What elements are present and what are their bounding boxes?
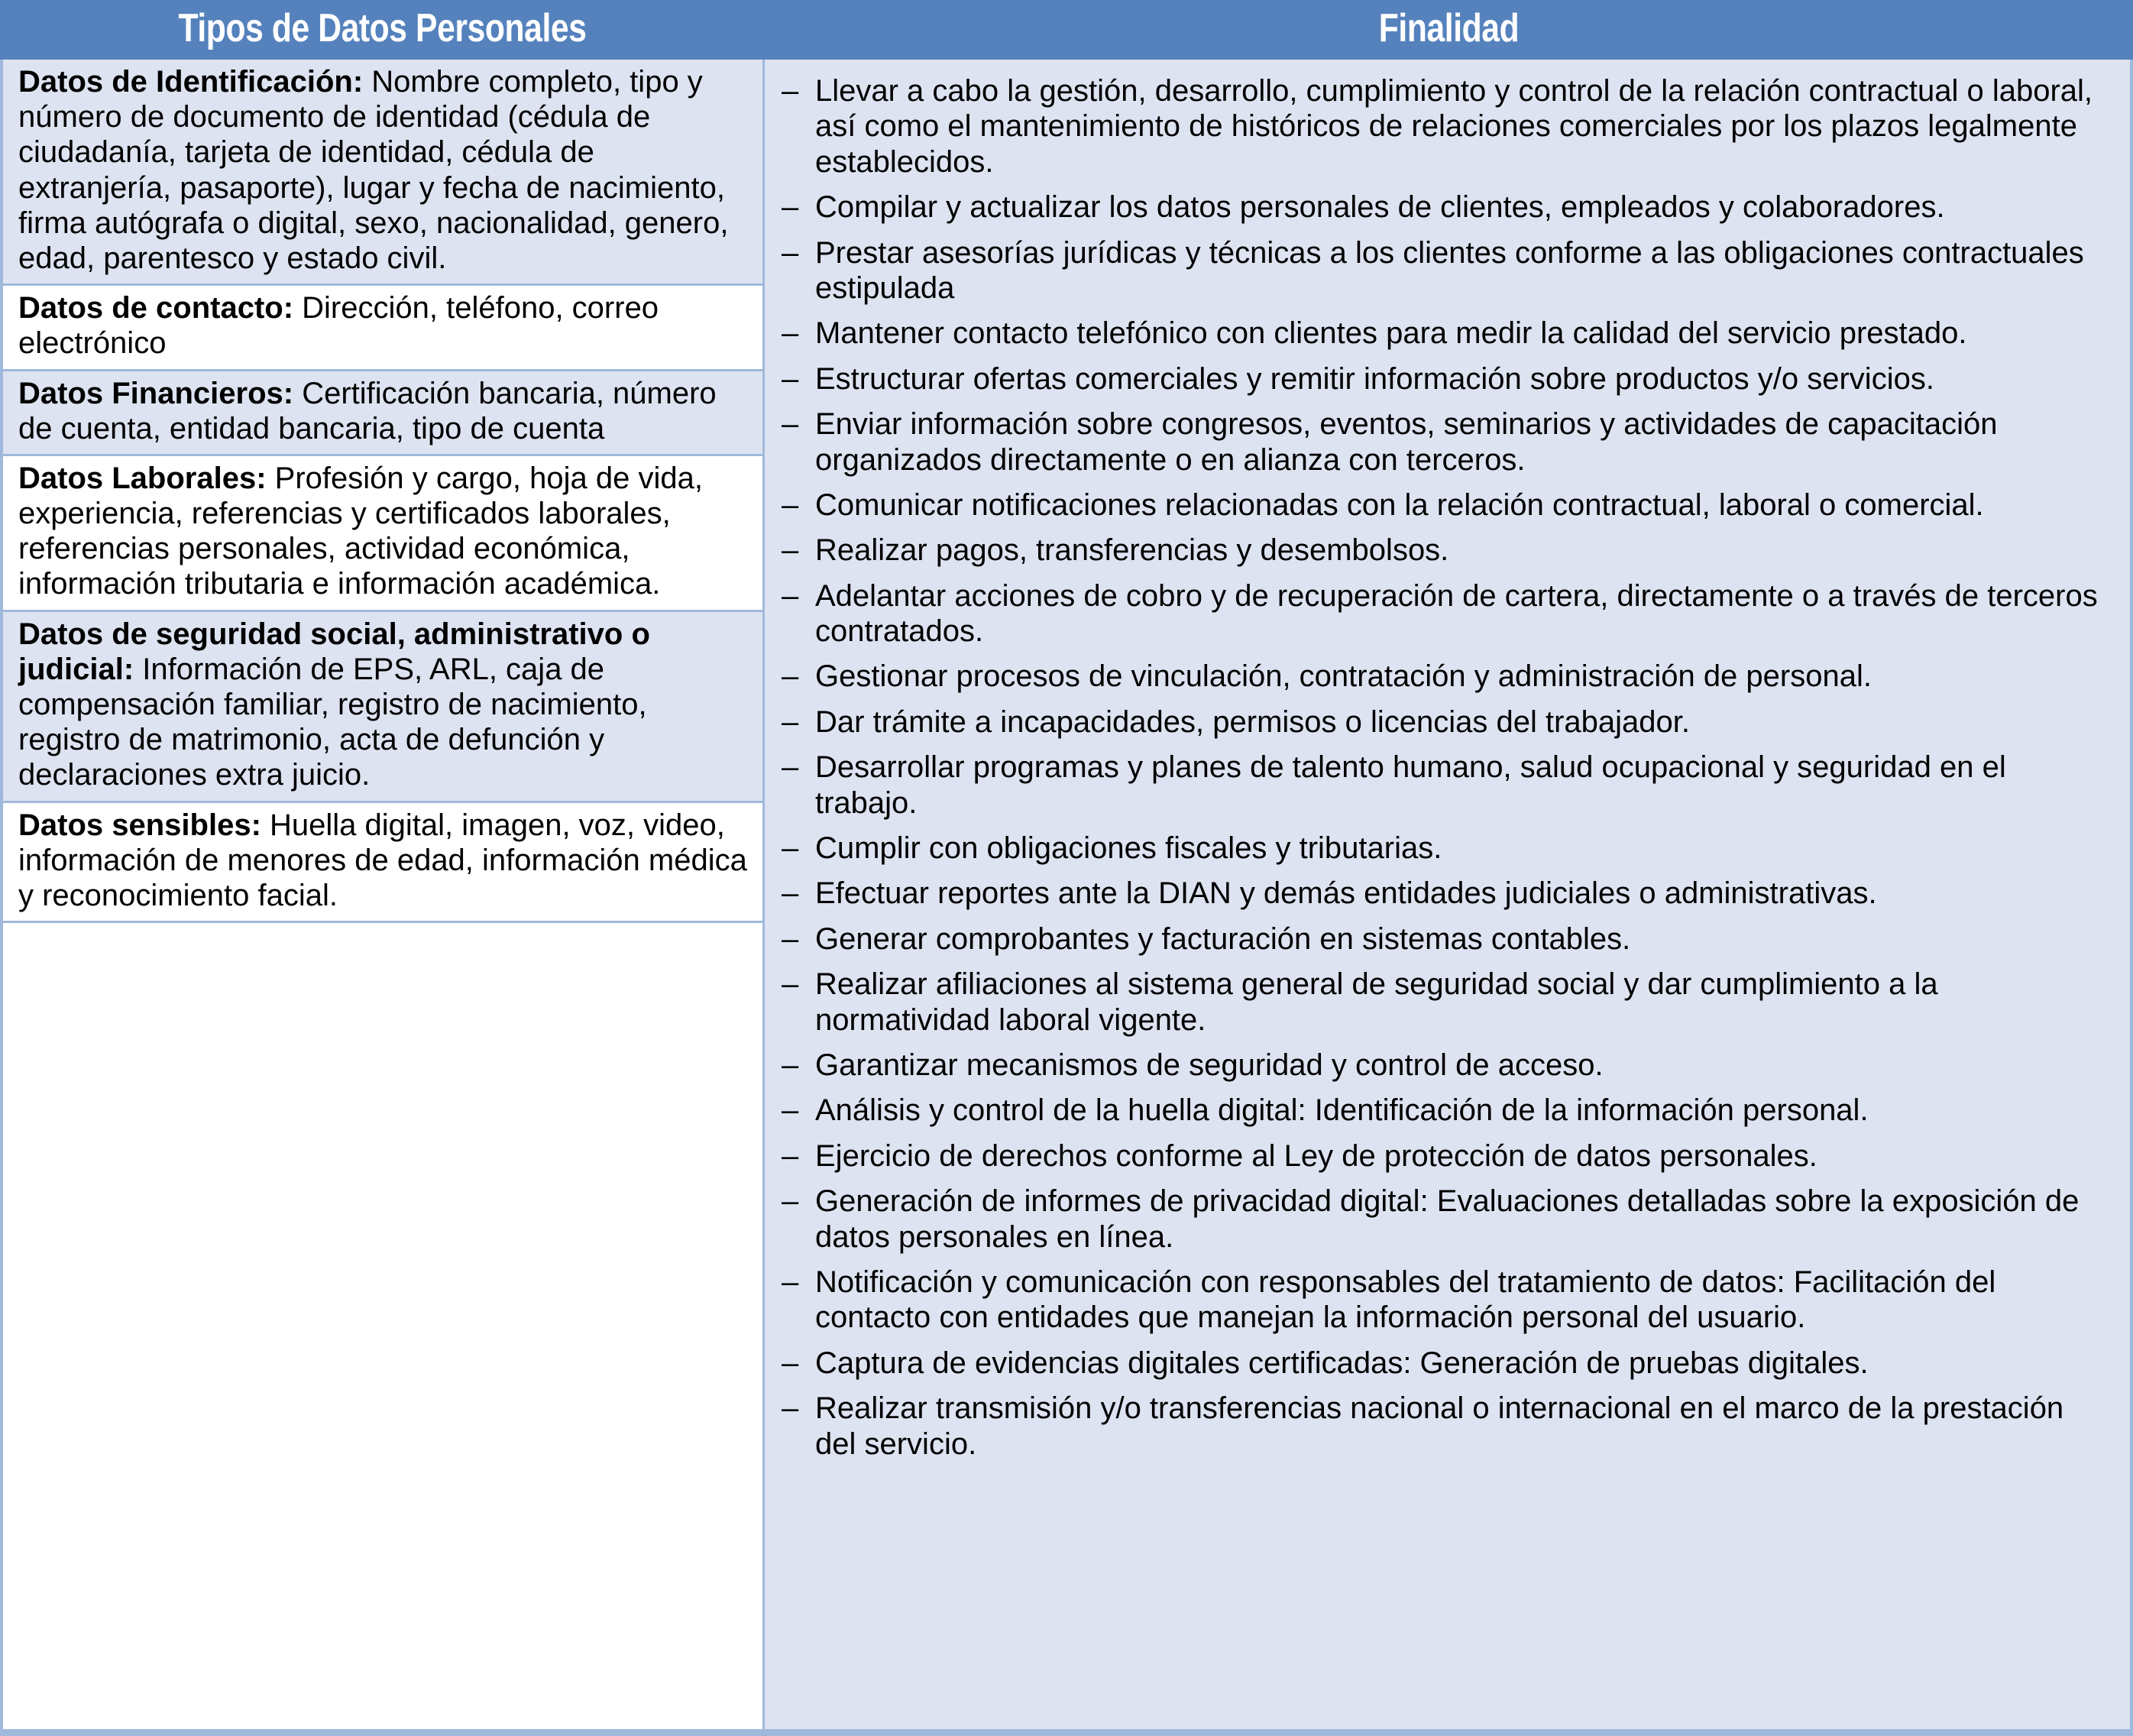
purpose-list-item	[780, 73, 2112, 180]
data-type-cell	[3, 371, 762, 456]
purpose-list-item	[780, 659, 2112, 694]
dash-bullet-icon: –	[782, 74, 799, 108]
column-header-finalidad: Finalidad	[1378, 6, 1520, 50]
data-type-description: Huella digital, imagen, voz, video, información de menores de edad, información médica y reconocimiento facial.	[18, 808, 747, 912]
dash-bullet-icon: –	[782, 1265, 799, 1299]
purpose-text: Generar comprobantes y facturación en sistemas contables.	[815, 921, 1631, 956]
dash-bullet-icon: –	[782, 876, 799, 911]
purpose-text: Mantener contacto telefónico con clientes para medir la calidad del servicio prestado.	[815, 316, 1967, 351]
purpose-text: Notificación y comunicación con responsables del tratamiento de datos: Facilitación del contacto con entidades que manejan la información personal del usuario.	[815, 1265, 1996, 1335]
purpose-text: Garantizar mecanismos de seguridad y control de acceso.	[815, 1048, 1604, 1082]
dash-bullet-icon: –	[782, 407, 799, 442]
dash-bullet-icon: –	[782, 578, 799, 613]
purpose-list-item	[780, 1391, 2112, 1462]
data-type-cell	[3, 612, 762, 803]
purpose-list-item	[780, 361, 2112, 397]
dash-bullet-icon: –	[782, 1346, 799, 1380]
dash-bullet-icon: –	[782, 235, 799, 270]
data-type-cell	[3, 60, 762, 286]
purpose-text: Enviar información sobre congresos, eventos, seminarios y actividades de capacitación organizados directamente o en alianza con terceros.	[815, 407, 1998, 477]
purpose-list-item	[780, 921, 2112, 957]
data-type-description: Certificación bancaria, número de cuenta, entidad bancaria, tipo de cuenta	[18, 376, 717, 445]
data-type-cell	[3, 456, 762, 612]
data-type-label: Datos Laborales:	[18, 461, 267, 495]
purpose-list-item	[780, 876, 2112, 911]
dash-bullet-icon: –	[782, 1093, 799, 1128]
data-type-description: Información de EPS, ARL, caja de compensación familiar, registro de nacimiento, registro de matrimonio, acta de defunción y declaraciones extra juicio.	[18, 652, 647, 792]
purpose-text: Realizar transmisión y/o transferencias nacional o internacional en el marco de la prestación del servicio.	[815, 1391, 2064, 1461]
purpose-text: Comunicar notificaciones relacionadas con la relación contractual, laboral o comercial.	[815, 487, 1984, 522]
purpose-text: Cumplir con obligaciones fiscales y tributarias.	[815, 831, 1442, 866]
purpose-text: Análisis y control de la huella digital: Identificación de la información personal.	[815, 1093, 1869, 1128]
purpose-text: Generación de informes de privacidad digital: Evaluaciones detalladas sobre la exposición de datos personales en línea.	[815, 1184, 2080, 1254]
column-header-tipos-de-datos-personales: Tipos de Datos Personales	[178, 6, 587, 50]
purposes-column	[765, 60, 2133, 1729]
dash-bullet-icon: –	[782, 967, 799, 1002]
data-type-description: Dirección, teléfono, correo electrónico	[18, 291, 659, 361]
purpose-text: Desarrollar programas y planes de talento humano, salud ocupacional y seguridad en el trabajo.	[815, 750, 2006, 820]
dash-bullet-icon: –	[782, 487, 799, 522]
purpose-text: Prestar asesorías jurídicas y técnicas a los clientes conforme a las obligaciones contractuales estipulada	[815, 235, 2084, 305]
purpose-text: Estructurar ofertas comerciales y remitir información sobre productos y/o servicios.	[815, 361, 1934, 396]
dash-bullet-icon: –	[782, 1184, 799, 1219]
data-type-label: Datos de Identificación:	[18, 65, 364, 99]
data-type-label: Datos de seguridad social, administrativo o judicial:	[18, 617, 650, 686]
data-type-cell	[3, 286, 762, 371]
data-type-description: Nombre completo, tipo y número de documento de identidad (cédula de ciudadanía, tarjeta de identidad, cédula de extranjería, pasaporte), lugar y fecha de nacimiento, firma autógrafa o digital, sexo, nacionalidad, genero, edad, parentesco y estado civil.	[18, 65, 729, 275]
dash-bullet-icon: –	[782, 704, 799, 739]
purpose-text: Captura de evidencias digitales certificadas: Generación de pruebas digitales.	[815, 1346, 1869, 1380]
purpose-list-item	[780, 189, 2112, 225]
data-type-description: Profesión y cargo, hoja de vida, experiencia, referencias y certificados laborales, referencias personales, actividad económica, información tributaria e información académica.	[18, 461, 703, 601]
dash-bullet-icon: –	[782, 361, 799, 396]
dash-bullet-icon: –	[782, 921, 799, 956]
purpose-text: Adelantar acciones de cobro y de recuperación de cartera, directamente o a través de terceros contratados.	[815, 578, 2098, 649]
purpose-list-item	[780, 704, 2112, 740]
dash-bullet-icon: –	[782, 1138, 799, 1173]
purpose-text: Compilar y actualizar los datos personales de clientes, empleados y colaboradores.	[815, 190, 1945, 225]
purpose-text: Llevar a cabo la gestión, desarrollo, cumplimiento y control de la relación contractual o laboral, así como el mantenimiento de históricos de relaciones comerciales por los plazos legalmente establecidos.	[815, 74, 2093, 179]
purpose-text: Dar trámite a incapacidades, permisos o licencias del trabajador.	[815, 704, 1691, 739]
purpose-list-item	[780, 533, 2112, 568]
purpose-text: Gestionar procesos de vinculación, contratación y administración de personal.	[815, 659, 1872, 694]
dash-bullet-icon: –	[782, 750, 799, 785]
dash-bullet-icon: –	[782, 1048, 799, 1082]
purpose-list-item	[780, 235, 2112, 306]
data-type-cell	[3, 803, 762, 924]
purpose-list-item	[780, 578, 2112, 649]
purpose-text: Realizar afiliaciones al sistema general de seguridad social y dar cumplimiento a la normatividad laboral vigente.	[815, 967, 1938, 1037]
purpose-list-item	[780, 831, 2112, 866]
data-type-label: Datos sensibles:	[18, 808, 261, 842]
dash-bullet-icon: –	[782, 190, 799, 225]
purpose-list-item	[780, 750, 2112, 821]
dash-bullet-icon: –	[782, 533, 799, 568]
purpose-list-item	[780, 1346, 2112, 1381]
dash-bullet-icon: –	[782, 1391, 799, 1426]
purpose-list-item	[780, 487, 2112, 523]
purpose-list-item	[780, 316, 2112, 351]
purpose-list-item	[780, 1265, 2112, 1336]
purpose-list-item	[780, 406, 2112, 478]
data-types-column-filler	[3, 923, 762, 1729]
purpose-list-item	[780, 1138, 2112, 1174]
purpose-text: Efectuar reportes ante la DIAN y demás entidades judiciales o administrativas.	[815, 876, 1877, 911]
data-type-label: Datos de contacto:	[18, 291, 294, 326]
data-type-label: Datos Financieros:	[18, 376, 294, 410]
purpose-list-item	[780, 1048, 2112, 1083]
purpose-list-item	[780, 1184, 2112, 1255]
dash-bullet-icon: –	[782, 316, 799, 351]
dash-bullet-icon: –	[782, 831, 799, 866]
table-body	[0, 60, 2133, 1736]
dash-bullet-icon: –	[782, 659, 799, 694]
purpose-text: Realizar pagos, transferencias y desembolsos.	[815, 533, 1449, 568]
purpose-text: Ejercicio de derechos conforme al Ley de protección de datos personales.	[815, 1138, 1817, 1173]
table-header-row	[0, 0, 2133, 60]
purpose-list-item	[780, 967, 2112, 1038]
purposes-list	[780, 73, 2112, 1462]
data-types-column	[0, 60, 765, 1729]
purpose-list-item	[780, 1093, 2112, 1128]
